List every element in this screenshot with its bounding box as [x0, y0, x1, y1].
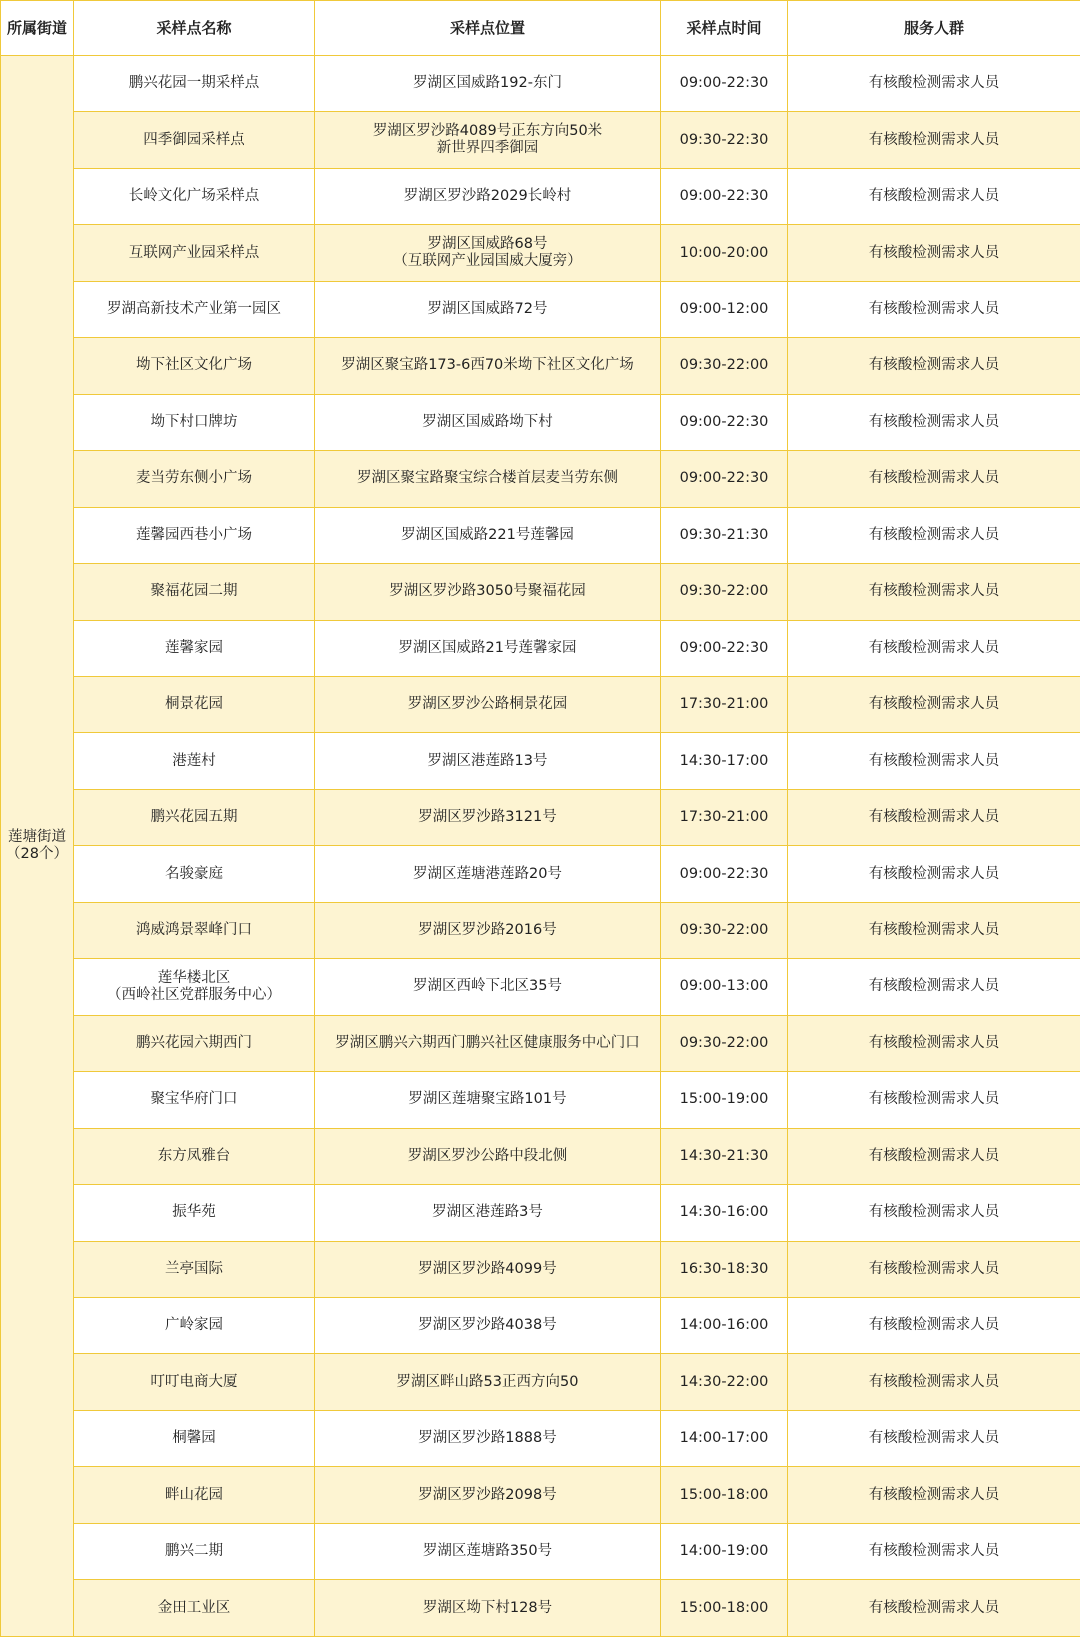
site-name-cell: 莲馨园西巷小广场 — [74, 507, 315, 563]
site-name-cell: 鹏兴花园五期 — [74, 789, 315, 845]
table-row — [1, 507, 1080, 563]
site-time-cell: 09:00-13:00 — [661, 959, 788, 1015]
service-group-cell: 有核酸检测需求人员 — [788, 225, 1080, 281]
site-name-cell: 聚福花园二期 — [74, 564, 315, 620]
site-name-cell: 畔山花园 — [74, 1467, 315, 1523]
site-location-cell: 罗湖区罗沙路2098号 — [315, 1467, 661, 1523]
header-service-group: 服务人群 — [788, 1, 1080, 56]
table-row — [1, 451, 1080, 507]
site-name-cell: 聚宝华府门口 — [74, 1072, 315, 1128]
site-time-cell: 09:00-22:30 — [661, 846, 788, 902]
service-group-cell: 有核酸检测需求人员 — [788, 564, 1080, 620]
site-time-cell: 16:30-18:30 — [661, 1241, 788, 1297]
service-group-cell: 有核酸检测需求人员 — [788, 1523, 1080, 1579]
site-location-cell: 罗湖区罗沙公路中段北侧 — [315, 1128, 661, 1184]
site-name-cell: 罗湖高新技术产业第一园区 — [74, 281, 315, 337]
service-group-cell: 有核酸检测需求人员 — [788, 733, 1080, 789]
site-time-cell: 09:30-22:00 — [661, 1015, 788, 1071]
site-name-cell: 莲华楼北区 （西岭社区党群服务中心） — [74, 959, 315, 1015]
site-time-cell: 09:30-22:00 — [661, 564, 788, 620]
site-name-cell: 名骏豪庭 — [74, 846, 315, 902]
site-location-cell: 罗湖区罗沙路4089号正东方向50米 新世界四季御园 — [315, 112, 661, 168]
site-name-cell: 坳下社区文化广场 — [74, 338, 315, 394]
table-row — [1, 225, 1080, 281]
site-location-cell: 罗湖区坳下村128号 — [315, 1580, 661, 1637]
site-time-cell: 15:00-18:00 — [661, 1467, 788, 1523]
site-location-cell: 罗湖区聚宝路聚宝综合楼首层麦当劳东侧 — [315, 451, 661, 507]
service-group-cell: 有核酸检测需求人员 — [788, 846, 1080, 902]
site-name-cell: 长岭文化广场采样点 — [74, 168, 315, 224]
site-location-cell: 罗湖区罗沙路4038号 — [315, 1297, 661, 1353]
site-location-cell: 罗湖区莲塘港莲路20号 — [315, 846, 661, 902]
service-group-cell: 有核酸检测需求人员 — [788, 1072, 1080, 1128]
site-time-cell: 09:00-22:30 — [661, 168, 788, 224]
header-district: 所属街道 — [1, 1, 74, 56]
site-name-cell: 鹏兴花园一期采样点 — [74, 56, 315, 112]
service-group-cell: 有核酸检测需求人员 — [788, 112, 1080, 168]
table-row — [1, 1354, 1080, 1410]
site-time-cell: 14:00-17:00 — [661, 1410, 788, 1466]
table-row — [1, 789, 1080, 845]
table-row — [1, 1467, 1080, 1523]
site-name-cell: 互联网产业园采样点 — [74, 225, 315, 281]
table-row — [1, 1523, 1080, 1579]
table-row — [1, 1410, 1080, 1466]
site-name-cell: 叮叮电商大厦 — [74, 1354, 315, 1410]
service-group-cell: 有核酸检测需求人员 — [788, 1297, 1080, 1353]
site-location-cell: 罗湖区罗沙公路桐景花园 — [315, 676, 661, 732]
service-group-cell: 有核酸检测需求人员 — [788, 451, 1080, 507]
service-group-cell: 有核酸检测需求人员 — [788, 1241, 1080, 1297]
service-group-cell: 有核酸检测需求人员 — [788, 620, 1080, 676]
site-name-cell: 港莲村 — [74, 733, 315, 789]
service-group-cell: 有核酸检测需求人员 — [788, 1015, 1080, 1071]
site-name-cell: 鹏兴花园六期西门 — [74, 1015, 315, 1071]
table-row — [1, 1241, 1080, 1297]
service-group-cell: 有核酸检测需求人员 — [788, 338, 1080, 394]
site-time-cell: 09:30-22:00 — [661, 338, 788, 394]
service-group-cell: 有核酸检测需求人员 — [788, 789, 1080, 845]
site-location-cell: 罗湖区罗沙路2016号 — [315, 902, 661, 958]
site-name-cell: 四季御园采样点 — [74, 112, 315, 168]
service-group-cell: 有核酸检测需求人员 — [788, 959, 1080, 1015]
site-location-cell: 罗湖区聚宝路173-6西70米坳下社区文化广场 — [315, 338, 661, 394]
service-group-cell: 有核酸检测需求人员 — [788, 168, 1080, 224]
site-location-cell: 罗湖区畔山路53正西方向50 — [315, 1354, 661, 1410]
site-location-cell: 罗湖区国威路192-东门 — [315, 56, 661, 112]
table-row — [1, 676, 1080, 732]
table-row — [1, 902, 1080, 958]
site-time-cell: 09:30-22:00 — [661, 902, 788, 958]
table-row — [1, 620, 1080, 676]
site-time-cell: 14:30-22:00 — [661, 1354, 788, 1410]
table-row — [1, 112, 1080, 168]
service-group-cell: 有核酸检测需求人员 — [788, 56, 1080, 112]
site-name-cell: 东方凤雅台 — [74, 1128, 315, 1184]
site-time-cell: 09:00-22:30 — [661, 394, 788, 450]
site-location-cell: 罗湖区罗沙路3050号聚福花园 — [315, 564, 661, 620]
table-row — [1, 1185, 1080, 1241]
site-location-cell: 罗湖区国威路21号莲馨家园 — [315, 620, 661, 676]
site-time-cell: 17:30-21:00 — [661, 789, 788, 845]
site-name-cell: 桐景花园 — [74, 676, 315, 732]
site-location-cell: 罗湖区罗沙路1888号 — [315, 1410, 661, 1466]
site-name-cell: 鸿威鸿景翠峰门口 — [74, 902, 315, 958]
site-name-cell: 桐馨园 — [74, 1410, 315, 1466]
table-row — [1, 846, 1080, 902]
site-location-cell: 罗湖区罗沙路4099号 — [315, 1241, 661, 1297]
site-time-cell: 09:00-22:30 — [661, 620, 788, 676]
service-group-cell: 有核酸检测需求人员 — [788, 1580, 1080, 1637]
site-location-cell: 罗湖区国威路221号莲馨园 — [315, 507, 661, 563]
table-row — [1, 959, 1080, 1015]
site-time-cell: 09:00-22:30 — [661, 451, 788, 507]
service-group-cell: 有核酸检测需求人员 — [788, 281, 1080, 337]
site-time-cell: 14:00-19:00 — [661, 1523, 788, 1579]
table-row — [1, 1297, 1080, 1353]
site-name-cell: 莲馨家园 — [74, 620, 315, 676]
table-row — [1, 1128, 1080, 1184]
site-time-cell: 10:00-20:00 — [661, 225, 788, 281]
service-group-cell: 有核酸检测需求人员 — [788, 1185, 1080, 1241]
header-site-location: 采样点位置 — [315, 1, 661, 56]
table-row — [1, 733, 1080, 789]
table-row — [1, 394, 1080, 450]
site-location-cell: 罗湖区莲塘聚宝路101号 — [315, 1072, 661, 1128]
service-group-cell: 有核酸检测需求人员 — [788, 902, 1080, 958]
site-time-cell: 14:00-16:00 — [661, 1297, 788, 1353]
site-time-cell: 09:00-12:00 — [661, 281, 788, 337]
site-location-cell: 罗湖区港莲路13号 — [315, 733, 661, 789]
table-row — [1, 338, 1080, 394]
table-row — [1, 56, 1080, 112]
site-time-cell: 14:30-21:30 — [661, 1128, 788, 1184]
site-location-cell: 罗湖区国威路72号 — [315, 281, 661, 337]
service-group-cell: 有核酸检测需求人员 — [788, 1128, 1080, 1184]
site-name-cell: 金田工业区 — [74, 1580, 315, 1637]
site-location-cell: 罗湖区国威路68号 （互联网产业园国威大厦旁） — [315, 225, 661, 281]
service-group-cell: 有核酸检测需求人员 — [788, 1410, 1080, 1466]
table-row — [1, 1015, 1080, 1071]
header-site-time: 采样点时间 — [661, 1, 788, 56]
site-location-cell: 罗湖区鹏兴六期西门鹏兴社区健康服务中心门口 — [315, 1015, 661, 1071]
site-time-cell: 14:30-16:00 — [661, 1185, 788, 1241]
site-name-cell: 兰亭国际 — [74, 1241, 315, 1297]
table-row — [1, 168, 1080, 224]
site-time-cell: 09:30-21:30 — [661, 507, 788, 563]
site-name-cell: 振华苑 — [74, 1185, 315, 1241]
site-time-cell: 14:30-17:00 — [661, 733, 788, 789]
table-row — [1, 1072, 1080, 1128]
service-group-cell: 有核酸检测需求人员 — [788, 676, 1080, 732]
table-row — [1, 564, 1080, 620]
service-group-cell: 有核酸检测需求人员 — [788, 1467, 1080, 1523]
site-name-cell: 麦当劳东侧小广场 — [74, 451, 315, 507]
site-location-cell: 罗湖区莲塘路350号 — [315, 1523, 661, 1579]
site-location-cell: 罗湖区西岭下北区35号 — [315, 959, 661, 1015]
table-header-row — [1, 1, 1080, 56]
site-location-cell: 罗湖区国威路坳下村 — [315, 394, 661, 450]
table-row — [1, 1580, 1080, 1637]
district-cell: 莲塘街道 （28个） — [1, 56, 74, 1637]
site-location-cell: 罗湖区罗沙路2029长岭村 — [315, 168, 661, 224]
header-site-name: 采样点名称 — [74, 1, 315, 56]
table-row — [1, 281, 1080, 337]
service-group-cell: 有核酸检测需求人员 — [788, 394, 1080, 450]
site-time-cell: 15:00-19:00 — [661, 1072, 788, 1128]
site-time-cell: 09:30-22:30 — [661, 112, 788, 168]
site-location-cell: 罗湖区罗沙路3121号 — [315, 789, 661, 845]
site-name-cell: 坳下村口牌坊 — [74, 394, 315, 450]
site-name-cell: 鹏兴二期 — [74, 1523, 315, 1579]
site-time-cell: 17:30-21:00 — [661, 676, 788, 732]
site-time-cell: 09:00-22:30 — [661, 56, 788, 112]
site-location-cell: 罗湖区港莲路3号 — [315, 1185, 661, 1241]
service-group-cell: 有核酸检测需求人员 — [788, 507, 1080, 563]
site-time-cell: 15:00-18:00 — [661, 1580, 788, 1637]
service-group-cell: 有核酸检测需求人员 — [788, 1354, 1080, 1410]
site-name-cell: 广岭家园 — [74, 1297, 315, 1353]
